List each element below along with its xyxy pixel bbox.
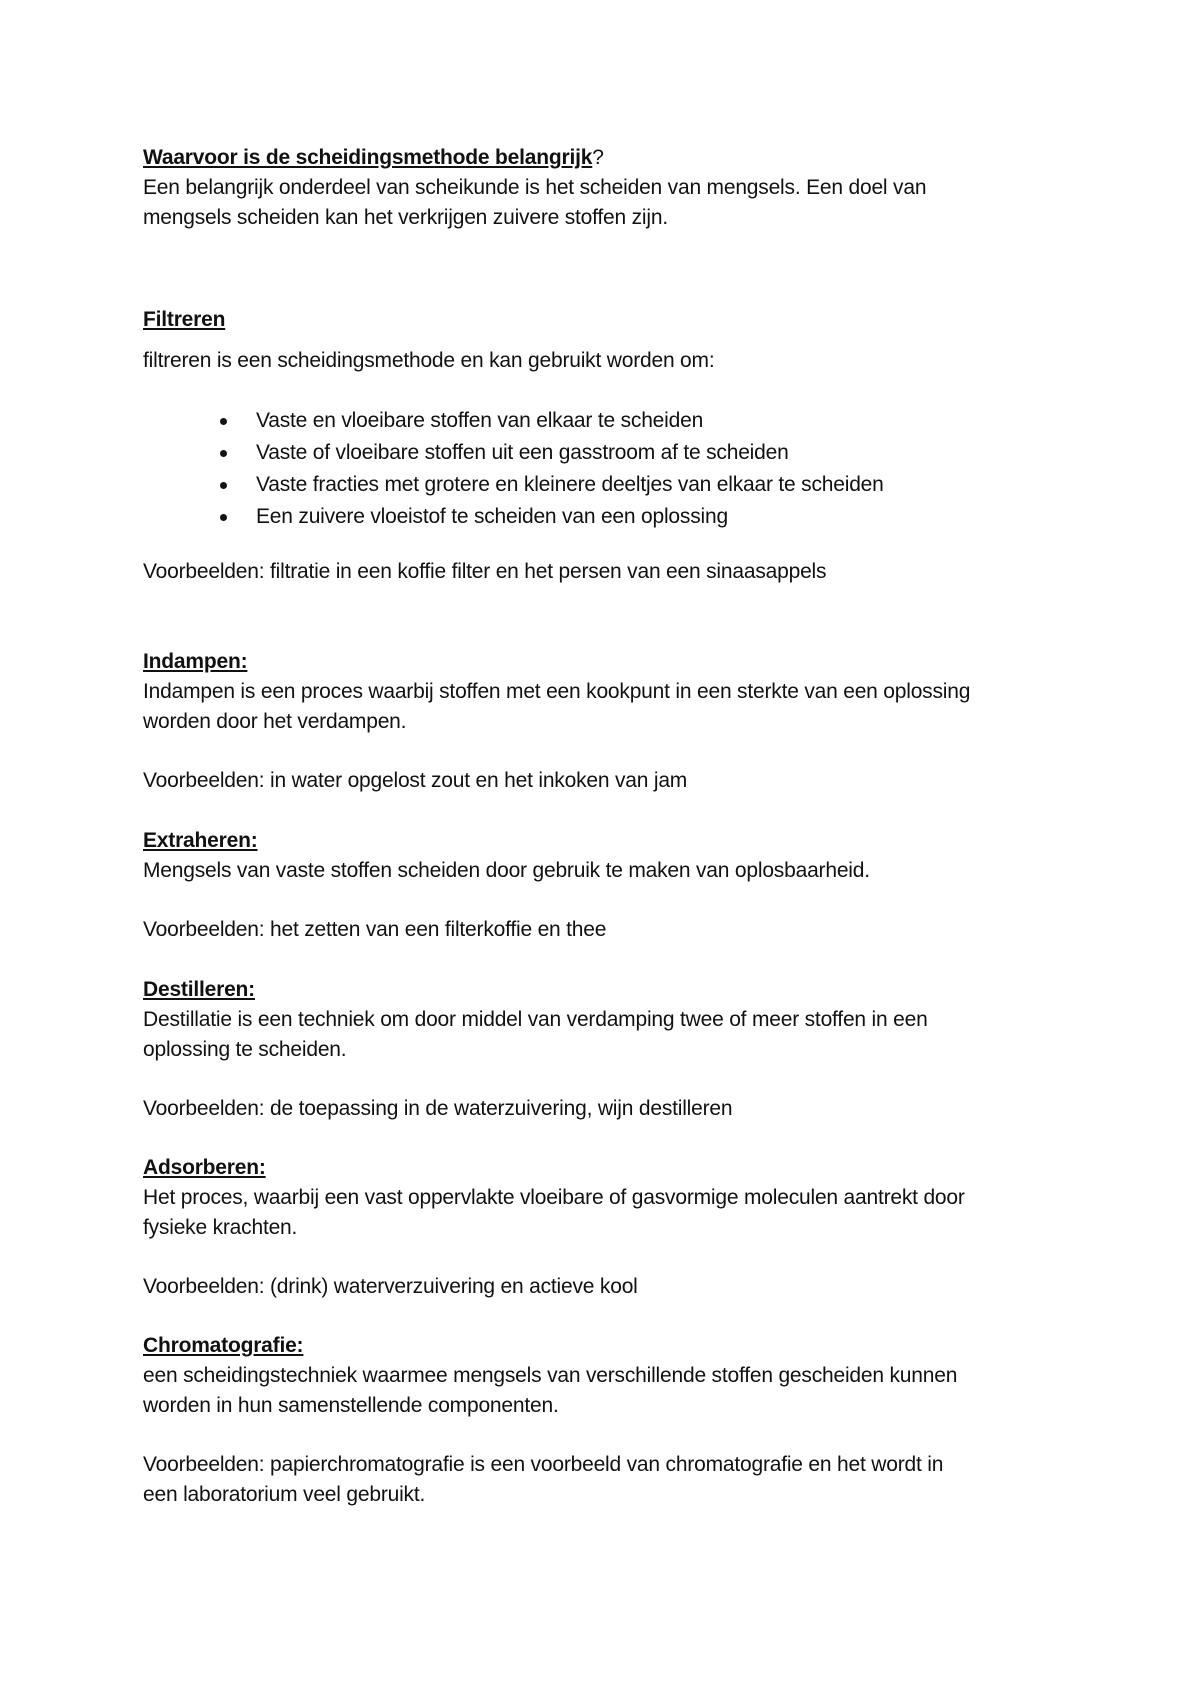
paragraph-line: Mengsels van vaste stoffen scheiden door gebruik te maken van oplosbaarheid. <box>143 859 870 882</box>
section-heading: Waarvoor is de scheidingsmethode belangrijk <box>143 146 593 169</box>
section-indampen <box>143 647 1063 737</box>
section-chromatografie <box>143 1331 1063 1421</box>
destilleren-example <box>143 1094 1063 1124</box>
paragraph-line: een scheidingstechniek waarmee mengsels van verschillende stoffen gescheiden kunnen <box>143 1364 958 1387</box>
filtreren-example <box>143 557 1063 587</box>
adsorberen-example <box>143 1272 1063 1302</box>
paragraph-line: Indampen is een proces waarbij stoffen met een kookpunt in een sterkte van een oplossing <box>143 680 971 703</box>
example-line: Voorbeelden: (drink) waterverzuivering en actieve kool <box>143 1275 638 1298</box>
paragraph-line: worden door het verdampen. <box>143 710 407 733</box>
example-line: Voorbeelden: het zetten van een filterkoffie en thee <box>143 918 607 941</box>
chromatografie-example <box>143 1450 1063 1510</box>
section-adsorberen <box>143 1153 1063 1243</box>
filtreren-intro <box>143 346 1063 376</box>
filtreren-bullet-list <box>143 405 1043 533</box>
example-line: Voorbeelden: de toepassing in de waterzuivering, wijn destilleren <box>143 1097 733 1120</box>
section-intro <box>143 143 1063 233</box>
paragraph-line: Destillatie is een techniek om door middel van verdamping twee of meer stoffen in een <box>143 1008 928 1031</box>
list-item <box>143 405 1043 437</box>
list-item <box>143 501 1043 533</box>
section-extraheren <box>143 826 1063 886</box>
bullet-icon <box>220 482 227 489</box>
section-heading: Chromatografie: <box>143 1334 304 1357</box>
intro-heading-line <box>143 143 1063 173</box>
list-item-text: Vaste en vloeibare stoffen van elkaar te scheiden <box>256 409 704 432</box>
section-destilleren <box>143 975 1063 1065</box>
paragraph-line: oplossing te scheiden. <box>143 1038 347 1061</box>
paragraph-line: worden in hun samenstellende componenten. <box>143 1394 559 1417</box>
example-line: Voorbeelden: in water opgelost zout en het inkoken van jam <box>143 769 688 792</box>
list-item <box>143 437 1043 469</box>
example-line: een laboratorium veel gebruikt. <box>143 1483 426 1506</box>
paragraph-line: mengsels scheiden kan het verkrijgen zuivere stoffen zijn. <box>143 206 668 229</box>
paragraph-line: filtreren is een scheidingsmethode en kan gebruikt worden om: <box>143 349 715 372</box>
heading-suffix: ? <box>592 146 604 169</box>
section-heading: Destilleren: <box>143 978 255 1001</box>
list-item-text: Een zuivere vloeistof te scheiden van een oplossing <box>256 505 728 528</box>
paragraph-line: fysieke krachten. <box>143 1216 298 1239</box>
section-heading: Indampen: <box>143 650 248 673</box>
extraheren-example <box>143 915 1063 945</box>
bullet-icon <box>220 450 227 457</box>
list-item-text: Vaste fracties met grotere en kleinere deeltjes van elkaar te scheiden <box>256 473 884 496</box>
list-item <box>143 469 1043 501</box>
section-heading: Filtreren <box>143 308 226 331</box>
bullet-icon <box>220 418 227 425</box>
list-item-text: Vaste of vloeibare stoffen uit een gasstroom af te scheiden <box>256 441 789 464</box>
section-heading: Extraheren: <box>143 829 258 852</box>
section-heading: Adsorberen: <box>143 1156 266 1179</box>
example-line: Voorbeelden: filtratie in een koffie filter en het persen van een sinaasappels <box>143 560 827 583</box>
bullet-icon <box>220 514 227 521</box>
indampen-example <box>143 766 1063 796</box>
paragraph-line: Het proces, waarbij een vast oppervlakte vloeibare of gasvormige moleculen aantrekt door <box>143 1186 965 1209</box>
paragraph-line: Een belangrijk onderdeel van scheikunde is het scheiden van mengsels. Een doel van <box>143 176 927 199</box>
section-filtreren <box>143 305 1063 335</box>
example-line: Voorbeelden: papierchromatografie is een voorbeeld van chromatografie en het wordt in <box>143 1453 944 1476</box>
